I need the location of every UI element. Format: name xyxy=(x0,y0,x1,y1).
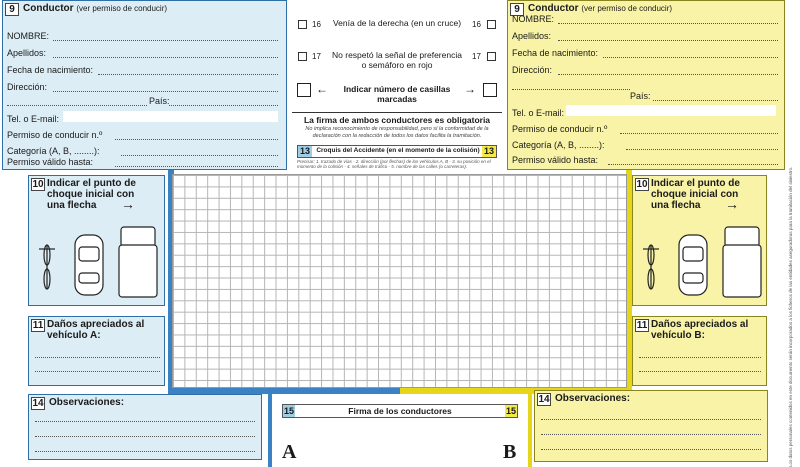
damage-a-panel xyxy=(28,316,165,386)
damage-line[interactable] xyxy=(35,357,160,358)
checkbox-17-a[interactable] xyxy=(298,52,307,61)
arrow-right-icon: → xyxy=(121,196,135,212)
contact-label: Tel. o E-mail: xyxy=(512,108,565,118)
bicycle-icon xyxy=(643,245,659,289)
category-label: Categoría (A, B, ........): xyxy=(512,140,605,150)
section-title: Conductor (ver permiso de conducir) xyxy=(528,3,673,14)
section-title: Observaciones: xyxy=(555,393,631,404)
vehicle-b-letter: B xyxy=(503,441,517,463)
surname-label: Apellidos: xyxy=(512,31,552,41)
name-input[interactable] xyxy=(53,40,278,41)
damage-b-panel xyxy=(632,316,767,386)
impact-a-panel xyxy=(28,175,165,306)
driver-b-panel xyxy=(507,0,785,170)
license-label: Permiso de conducir n.º xyxy=(512,124,608,134)
option-16-text: Venía de la derecha (en un cruce) xyxy=(332,18,462,28)
notes-line[interactable] xyxy=(35,451,255,452)
surname-label: Apellidos: xyxy=(7,48,47,58)
valid-label: Permiso válido hasta: xyxy=(512,155,599,165)
valid-input[interactable] xyxy=(115,166,278,167)
section-number: 10 xyxy=(32,179,44,190)
section-title: Daños apreciados al vehículo A: xyxy=(47,319,145,341)
contact-label: Tel. o E-mail: xyxy=(7,114,60,124)
signatures-title: Firma de los conductores xyxy=(348,406,452,416)
section-number: 14 xyxy=(32,398,44,409)
sketch-header xyxy=(297,145,497,158)
birthdate-label: Fecha de nacimiento: xyxy=(7,65,94,75)
truck-icon xyxy=(723,227,761,297)
notes-line[interactable] xyxy=(541,434,761,435)
damage-line[interactable] xyxy=(639,357,761,358)
category-input[interactable] xyxy=(121,155,278,156)
contact-input[interactable] xyxy=(63,111,278,122)
driver-a-panel xyxy=(2,0,287,170)
address-input[interactable] xyxy=(558,74,778,75)
car-icon xyxy=(679,235,707,295)
truck-icon xyxy=(119,227,157,297)
accident-sketch-grid[interactable] xyxy=(172,174,627,388)
section-number: 14 xyxy=(538,394,550,405)
sketch-title: Croquis del Accidente (en el momento de la colisión) xyxy=(316,147,480,154)
damage-line[interactable] xyxy=(639,371,761,372)
signature-number-b: 15 xyxy=(505,406,516,416)
country-input[interactable] xyxy=(653,100,778,101)
count-box-b[interactable] xyxy=(483,83,497,97)
bicycle-icon xyxy=(39,245,55,289)
divider xyxy=(292,112,502,113)
birthdate-input[interactable] xyxy=(603,57,778,58)
category-label: Categoría (A, B, ........): xyxy=(7,146,100,156)
section-title: Conductor (ver permiso de conducir) xyxy=(23,3,168,14)
yellow-right-edge xyxy=(528,388,532,467)
notes-line[interactable] xyxy=(541,419,761,420)
vehicle-silhouettes xyxy=(639,221,764,301)
notes-b-panel xyxy=(534,390,768,462)
surname-input[interactable] xyxy=(53,57,278,58)
address-label: Dirección: xyxy=(512,65,553,75)
arrow-right-icon: → xyxy=(725,196,739,212)
address-line-2[interactable] xyxy=(7,105,147,106)
section-number: 10 xyxy=(636,179,648,190)
checkbox-16-b[interactable] xyxy=(487,20,496,29)
address-input[interactable] xyxy=(53,91,278,92)
section-title: Indicar el punto de choque inicial con una flecha xyxy=(651,178,740,211)
signature-area[interactable] xyxy=(282,418,518,458)
count-box-a[interactable] xyxy=(297,83,311,97)
arrow-left-icon: ← xyxy=(316,82,328,96)
impact-b-panel xyxy=(632,175,767,306)
category-input[interactable] xyxy=(626,149,778,150)
count-label: Indicar número de casillas marcadas xyxy=(343,84,451,104)
sketch-number-a: 13 xyxy=(299,146,310,156)
country-input[interactable] xyxy=(169,105,278,106)
signature-subnotice: No implica reconocimiento de responsabilidad, pero sí la conformidad de la declaración con la redacción de todos los datos facilita la tramitación. xyxy=(305,126,489,139)
checkbox-17-b[interactable] xyxy=(487,52,496,61)
section-number: 11 xyxy=(636,320,648,331)
option-number: 17 xyxy=(472,52,481,61)
name-label: NOMBRE: xyxy=(512,14,555,24)
notes-line[interactable] xyxy=(35,421,255,422)
option-17-text: No respetó la señal de preferencia o semáforo en rojo xyxy=(332,50,462,70)
sketch-number-b: 13 xyxy=(483,146,494,156)
license-input[interactable] xyxy=(620,133,778,134)
name-input[interactable] xyxy=(558,23,778,24)
section-title: Observaciones: xyxy=(49,397,125,408)
name-label: NOMBRE: xyxy=(7,31,50,41)
section-number: 11 xyxy=(32,320,44,331)
blue-left-edge xyxy=(268,388,272,467)
option-number: 16 xyxy=(472,20,481,29)
address-label: Dirección: xyxy=(7,82,48,92)
signature-number-a: 15 xyxy=(283,406,294,416)
option-number: 17 xyxy=(312,52,321,61)
notes-line[interactable] xyxy=(541,449,761,450)
vehicle-a-letter: A xyxy=(282,441,297,463)
contact-input[interactable] xyxy=(566,105,776,116)
valid-label: Permiso válido hasta: xyxy=(7,157,94,167)
damage-line[interactable] xyxy=(35,371,160,372)
section-title: Daños apreciados al vehículo B: xyxy=(651,319,749,341)
side-legal-note: Los datos personales contenidos en este documento serán incorporados a los ficheros de las entidades aseguradoras para la tramitación del siniestro. xyxy=(788,166,793,467)
section-number: 9 xyxy=(510,3,524,16)
center-options xyxy=(292,0,502,170)
address-line-2[interactable] xyxy=(512,89,630,90)
checkbox-16-a[interactable] xyxy=(298,20,307,29)
license-label: Permiso de conducir n.º xyxy=(7,130,103,140)
signature-notice: La firma de ambos conductores es obligatoria xyxy=(303,115,491,125)
vehicle-silhouettes xyxy=(35,221,160,301)
section-number: 9 xyxy=(5,3,19,16)
birthdate-label: Fecha de nacimiento: xyxy=(512,48,599,58)
section-title: Indicar el punto de choque inicial con una flecha xyxy=(47,178,136,211)
notes-a-panel xyxy=(28,394,262,460)
notes-line[interactable] xyxy=(35,436,255,437)
country-label: País: xyxy=(630,91,651,101)
country-label: País: xyxy=(149,96,170,106)
license-input[interactable] xyxy=(115,139,278,140)
arrow-right-icon: → xyxy=(464,82,476,96)
option-number: 16 xyxy=(312,20,321,29)
surname-input[interactable] xyxy=(558,40,778,41)
valid-input[interactable] xyxy=(608,164,778,165)
birthdate-input[interactable] xyxy=(98,74,278,75)
signatures-header xyxy=(282,404,518,418)
sketch-hint: Precisar: 1. trazado de vías - 2. dirección (por flechas) de los vehículos A, B - 3. su posición en el momento de la colisión - 4. señales de tráfico - 5. nombre de las calles (o carreteras). xyxy=(297,159,491,169)
car-icon xyxy=(75,235,103,295)
